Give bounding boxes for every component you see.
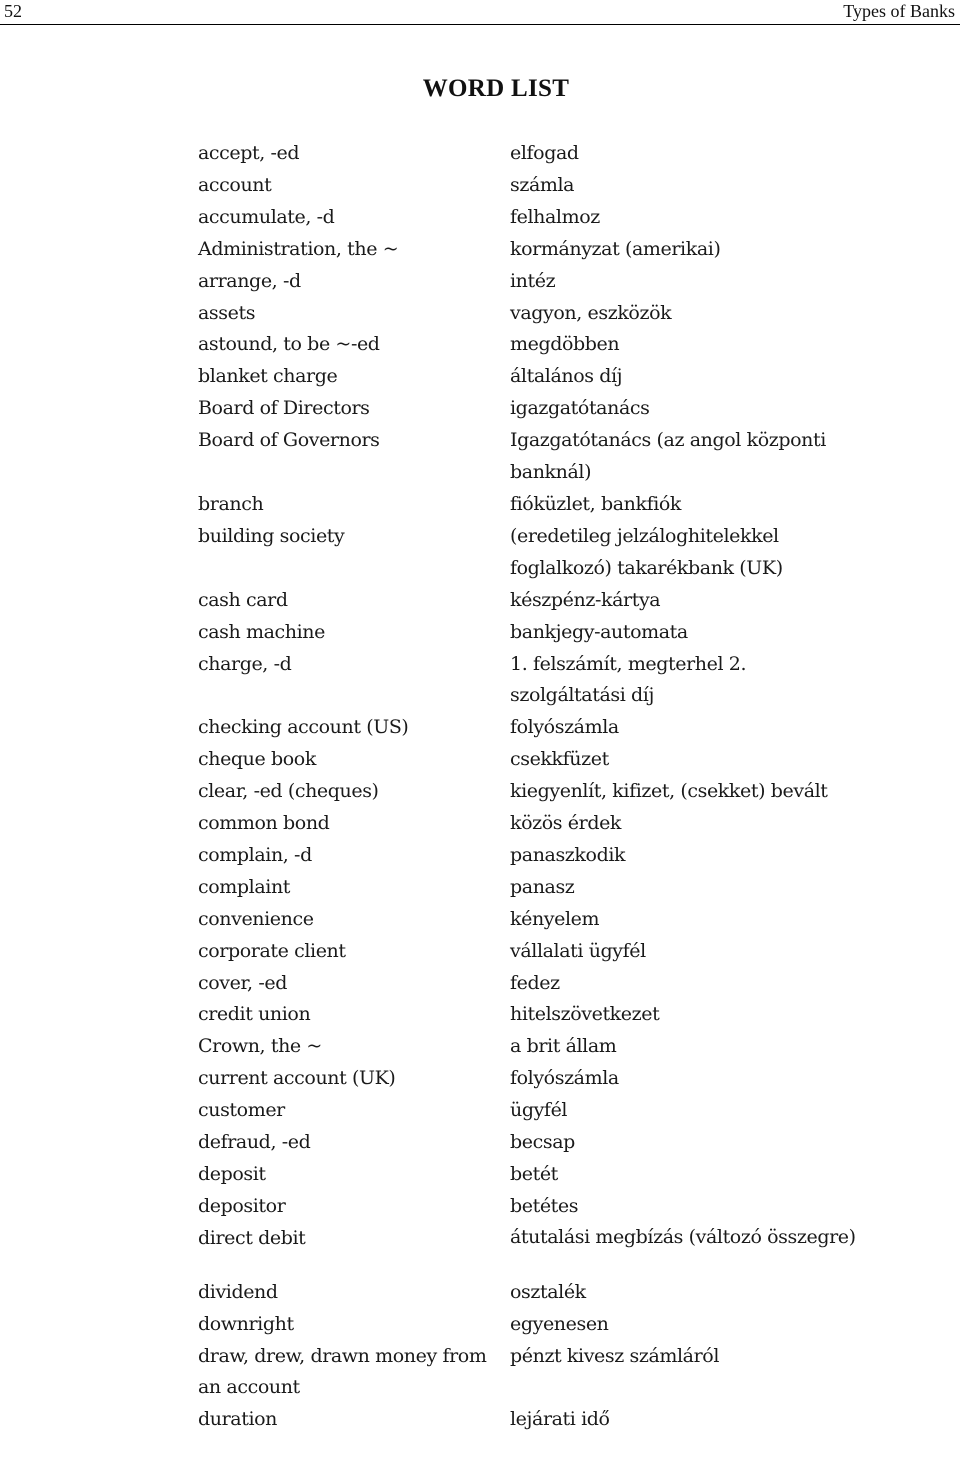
entry-translation: vagyon, eszközök [510,301,672,324]
list-item [198,1404,858,1436]
entry-term: depositor [198,1194,286,1217]
list-item [198,968,858,1000]
list-item [198,266,858,298]
entry-translation: vállalati ügyfél [510,939,646,962]
entry-translation: fedez [510,971,560,994]
entry-term: defraud, -ed [198,1131,311,1154]
entry-term: deposit [198,1163,266,1185]
chapter-title: Types of Banks [843,1,955,21]
entry-translation: ügyfél [510,1099,568,1122]
entry-term: branch [198,492,264,515]
list-item [198,872,858,904]
entry-translation: (eredetileg jelzáloghitelekkel foglalkozó) takarékbank (UK) [510,524,783,579]
entry-term: common bond [198,812,330,835]
entry-term: draw, drew, drawn money from an account [198,1344,487,1399]
entry-translation: a brit állam [510,1035,617,1058]
entry-term: cash card [198,588,288,611]
entry-term: Board of Governors [198,429,380,452]
list-item [198,393,858,425]
list-item [198,1159,858,1191]
list-item [198,1031,858,1063]
entry-term: cover, -ed [198,971,287,994]
list-item [198,361,858,393]
entry-translation: kiegyenlít, kifizet, (csekket) bevált [510,780,828,803]
entry-term: duration [198,1408,277,1431]
entry-translation: becsap [510,1131,575,1154]
entry-translation: Igazgatótanács (az angol központi banknál) [510,429,826,484]
entry-term: charge, -d [198,652,292,675]
entry-term: clear, -ed (cheques) [198,780,379,803]
entry-translation: betétes [510,1194,579,1217]
entry-translation: intéz [510,269,556,292]
list-item [198,999,858,1031]
entry-term: complaint [198,875,291,898]
entry-translation: folyószámla [510,1067,619,1090]
word-list-title: WORD LIST [422,75,570,102]
entry-translation: panaszkodik [510,843,626,866]
entry-term: cheque book [198,748,316,771]
entry-term: astound, to be ~-ed [198,333,380,356]
entry-term: blanket charge [198,365,338,388]
list-item [198,1309,858,1341]
entry-term: current account (UK) [198,1067,396,1090]
list-item [198,1127,858,1159]
entry-translation: átutalási megbízás (változó összegre) [510,1225,856,1248]
list-item [198,1063,858,1095]
entry-term: accumulate, -d [198,205,335,228]
entry-translation: lejárati idő [510,1408,610,1431]
entry-term: building society [198,524,345,547]
entry-term: Crown, the ~ [198,1035,322,1058]
list-item [198,202,858,234]
list-item [198,425,858,489]
entry-translation: kényelem [510,907,600,930]
entry-term: corporate client [198,939,346,962]
list-item [198,1277,858,1309]
list-item [198,1095,858,1127]
entry-term: Board of Directors [198,397,370,420]
entry-translation: fióküzlet, bankfiók [510,492,682,515]
list-item [198,1341,858,1405]
entry-translation: számla [510,173,575,196]
entry-translation: panasz [510,875,575,898]
list-item [198,489,858,521]
list-item [198,808,858,840]
entry-term: convenience [198,907,314,930]
entry-translation: folyószámla [510,716,619,739]
entry-translation: elfogad [510,142,579,164]
entry-translation: felhalmoz [510,205,600,228]
entry-translation: osztalék [510,1280,586,1303]
entry-term: account [198,173,272,196]
list-item [198,234,858,266]
list-item [198,840,858,872]
list-item [198,329,858,361]
entry-term: dividend [198,1280,278,1303]
entry-term: direct debit [198,1226,306,1249]
list-item [198,585,858,617]
entry-translation: megdöbben [510,333,620,356]
entry-term: complain, -d [198,843,312,866]
entry-term: customer [198,1099,285,1122]
entry-term: arrange, -d [198,269,301,292]
list-item [198,1223,858,1255]
entry-term: accept, -ed [198,142,300,164]
entry-translation: pénzt kivesz számláról [510,1344,720,1367]
entry-translation: betét [510,1163,558,1185]
entry-translation: kormányzat (amerikai) [510,237,721,260]
list-item [198,776,858,808]
list-item [198,712,858,744]
entry-translation: egyenesen [510,1312,609,1335]
header-rule [0,24,960,25]
list-item [198,936,858,968]
list-item [198,744,858,776]
list-item [198,521,858,585]
entry-term: downright [198,1312,294,1335]
entry-translation: hitelszövetkezet [510,1003,660,1026]
entry-term: checking account (US) [198,716,409,739]
list-item [198,170,858,202]
running-header [0,0,960,28]
list-item [198,1191,858,1223]
word-list [198,138,858,1436]
entry-translation: igazgatótanács [510,397,650,420]
entry-term: Administration, the ~ [198,237,399,260]
page-number: 52 [4,1,22,21]
list-item [198,649,858,713]
entry-translation: általános díj [510,365,623,388]
entry-term: credit union [198,1003,311,1026]
list-item [198,298,858,330]
entry-term: assets [198,301,256,324]
entry-translation: közös érdek [510,812,622,835]
entry-translation: 1. felszámít, megterhel 2. szolgáltatási díj [510,652,747,707]
list-item [198,904,858,936]
entry-translation: készpénz-kártya [510,588,661,611]
entry-translation: bankjegy-automata [510,620,688,643]
list-item [198,617,858,649]
entry-term: cash machine [198,620,325,643]
list-item [198,138,858,170]
entry-translation: csekkfüzet [510,748,609,771]
